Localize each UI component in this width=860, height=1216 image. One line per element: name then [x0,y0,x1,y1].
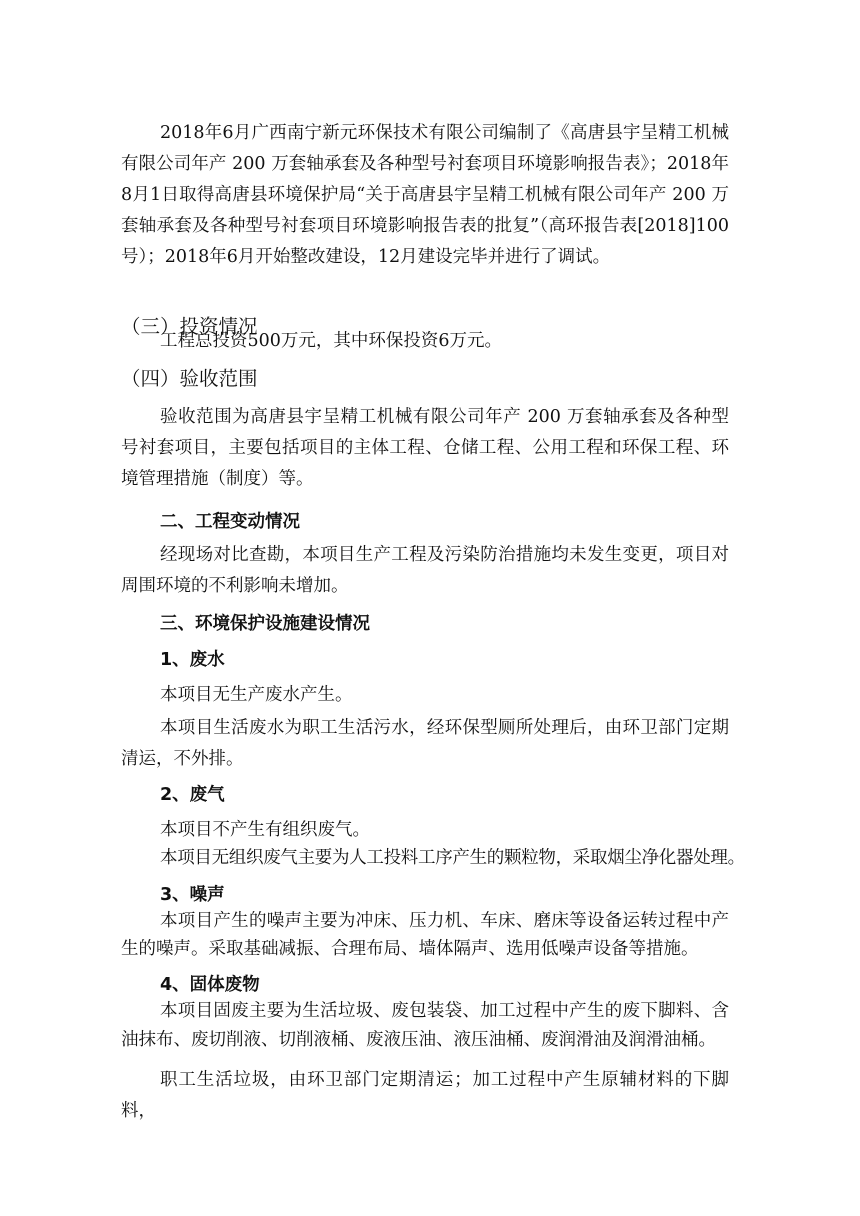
paragraph-noise: 本项目产生的噪声主要为冲床、压力机、车床、磨床等设备运转过程中产生的噪声。采取基础减振、合理布局、墙体隔声、选用低噪声设备等措施。 [121,911,729,959]
heading-noise: 3、噪声 [160,885,225,905]
heading-solid-waste: 4、固体废物 [160,975,260,995]
heading-wastewater: 1、废水 [160,650,225,670]
paragraph-engineering-changes: 经现场对比查勘，本项目生产工程及污染防治措施均未发生变更，项目对周围环境的不利影响未增加。 [121,545,729,596]
paragraph-investment: 工程总投资500万元，其中环保投资6万元。 [160,331,503,351]
paragraph-wastewater-1: 本项目无生产废水产生。 [160,685,353,705]
heading-engineering-changes: 二、工程变动情况 [160,512,300,532]
heading-acceptance-scope: （四）验收范围 [121,367,258,390]
heading-investment: （三）投资情况 [121,315,258,338]
paragraph-exhaust-gas-2: 本项目无组织废气主要为人工投料工序产生的颗粒物，采取烟尘净化器处理。 [160,848,745,868]
heading-exhaust-gas: 2、废气 [160,785,225,805]
paragraph-acceptance-scope: 验收范围为高唐县宇呈精工机械有限公司年产 200 万套轴承套及各种型号衬套项目，主要包括项目的主体工程、仓储工程、公用工程和环保工程、环境管理措施（制度）等。 [121,407,729,489]
paragraph-exhaust-gas-1: 本项目不产生有组织废气。 [160,820,370,840]
heading-env-facilities: 三、环境保护设施建设情况 [160,614,370,634]
paragraph-project-history: 2018年6月广西南宁新元环保技术有限公司编制了《高唐县宇呈精工机械有限公司年产 200 万套轴承套及各种型号衬套项目环境影响报告表》；2018年8月1日取得高唐县环境保护局“关于高唐县宇呈精工机械有限公司年产 200 万套轴承套及各种型号衬套项目环境影响报告表的批复”（高环报告表[2018]100号）；2018年6月开始整改建设，12月建设完毕并进行了调试。 [121,123,729,267]
paragraph-solid-waste: 本项目固废主要为生活垃圾、废包装袋、加工过程中产生的废下脚料、含油抹布、废切削液、切削液桶、废液压油、液压油桶、废润滑油及润滑油桶。 [121,1001,729,1050]
paragraph-wastewater-2: 本项目生活废水为职工生活污水，经环保型厕所处理后，由环卫部门定期清运，不外排。 [121,718,729,769]
paragraph-domestic-waste: 职工生活垃圾，由环卫部门定期清运；加工过程中产生原辅材料的下脚料， [121,1070,729,1121]
